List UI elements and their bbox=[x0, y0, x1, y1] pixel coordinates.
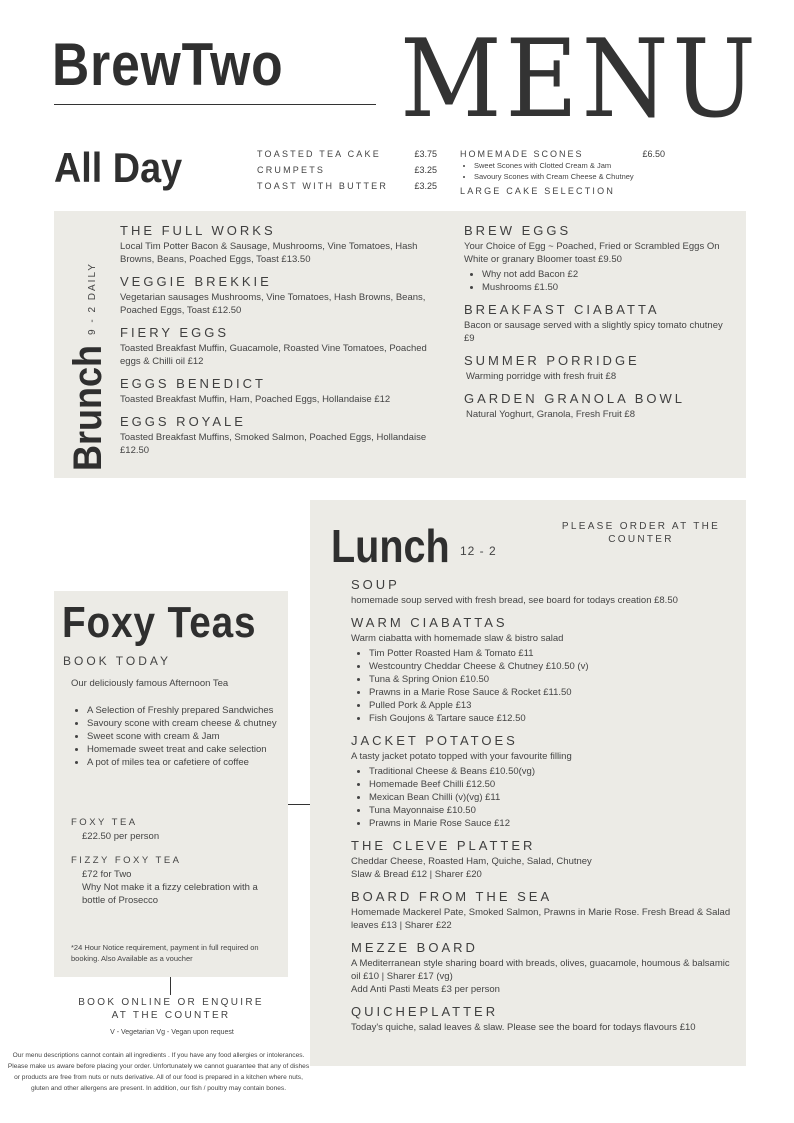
menu-item: VEGGIE BREKKIE Vegetarian sausages Mushrooms, Vine Tomatoes, Hash Browns, Beans, Poached Eggs, Toast £12.50 bbox=[120, 274, 426, 316]
foxy-list: • A Selection of Freshly prepared Sandwiches • Savoury scone with cream cheese & chutney • Sweet scone with cream & Jam • Homemade sweet treat and cake selection • A pot of miles tea or cafetiere of coffee bbox=[71, 704, 279, 769]
foxy-content bbox=[71, 677, 279, 769]
all-day-item: CRUMPETS £3.25 bbox=[257, 165, 437, 175]
all-day-item: TOASTED TEA CAKE £3.75 bbox=[257, 149, 437, 159]
menu-item: QUICHEPLATTER Today's quiche, salad leaves & slaw. Please see the board for todays flavours £10 bbox=[351, 1004, 696, 1033]
lunch-title: Lunch bbox=[331, 520, 450, 572]
menu-item: SUMMER PORRIDGE Warming porridge with fresh fruit £8 bbox=[464, 353, 640, 382]
allergy-notice: Our menu descriptions cannot contain all ingredients . If you have any food allergies or intolerances. Please make us aware before placing your order. Unfortunately we cannot guarantee that any of dishes or products are free from nuts or nuts derivative. All of our food is prepared in a kitchen where nuts, gluten and other allergens are present. In addition, our fish / poultry may contain bones. bbox=[7, 1052, 310, 1092]
foxy-tea-block: FOXY TEA £22.50 per person bbox=[71, 817, 160, 842]
menu-item: EGGS BENEDICT Toasted Breakfast Muffin, Ham, Poached Eggs, Hollandaise £12 bbox=[120, 376, 391, 405]
order-note: PLEASE ORDER AT THE COUNTER bbox=[561, 521, 721, 545]
menu-item: GARDEN GRANOLA BOWL Natural Yoghurt, Granola, Fresh Fruit £8 bbox=[464, 391, 685, 420]
all-day-items bbox=[257, 149, 437, 197]
foxy-intro: Our deliciously famous Afternoon Tea bbox=[71, 678, 229, 689]
menu-item: JACKET POTATOES A tasty jacket potato topped with your favourite filling • Traditional Cheese & Beans £10.50(vg) • Homemade Beef Chilli £12.50 • Mexican Bean Chilli (v)(vg) £11 • Tuna Mayonnaise £10.50 • Prawns in Marie Rose Sauce £12 bbox=[351, 733, 731, 830]
brand-title: BrewTwo bbox=[52, 31, 284, 98]
brunch-panel bbox=[54, 211, 746, 478]
menu-item: THE FULL WORKS Local Tim Potter Bacon & Sausage, Mushrooms, Vine Tomatoes, Hash Browns, Beans, Poached Eggs, Toast £13.50 bbox=[120, 223, 418, 265]
brew-eggs-extras: • Why not add Bacon £2 • Mushrooms £1.50 bbox=[464, 268, 729, 294]
all-day-title: All Day bbox=[54, 144, 183, 191]
foxy-connector bbox=[170, 977, 171, 995]
header-rule bbox=[54, 104, 376, 105]
brunch-title: Brunch bbox=[66, 345, 110, 471]
menu-item: SOUP homemade soup served with fresh bread, see board for todays creation £8.50 bbox=[351, 577, 678, 606]
foxy-teas-panel bbox=[54, 591, 288, 977]
menu-item: MEZZE BOARD A Mediterranean style sharing board with breads, olives, guacamole, houmous & balsamic oil £10 | Sharer £17 (vg) Add Anti Pasti Meats £3 per person bbox=[351, 940, 730, 995]
menu-item: FIERY EGGS Toasted Breakfast Muffin, Guacamole, Roasted Vine Tomatoes, Poached eggs & Chilli oil £12 bbox=[120, 325, 427, 367]
lunch-items bbox=[351, 577, 731, 1042]
book-online-note: BOOK ONLINE OR ENQUIRE AT THE COUNTER bbox=[78, 997, 264, 1021]
menu-item: BOARD FROM THE SEA Homemade Mackerel Pate, Smoked Salmon, Prawns in Marie Rose. Fresh Bread & Salad leaves £13 | Sharer £22 bbox=[351, 889, 731, 931]
ciabatta-list: • Tim Potter Roasted Ham & Tomato £11 • Westcountry Cheddar Cheese & Chutney £10.50 (v) • Tuna & Spring Onion £10.50 • Prawns in a Marie Rose Sauce & Rocket £11.50 • Pulled Pork & Apple £13 • Fish Goujons & Tartare sauce £12.50 bbox=[351, 647, 731, 725]
lunch-panel bbox=[310, 500, 746, 1066]
brunch-hours: 9 - 2 DAILY bbox=[87, 262, 98, 335]
menu-title: MENU bbox=[400, 17, 760, 142]
scones-block bbox=[460, 149, 665, 196]
dietary-key: V - Vegetarian Vg - Vegan upon request bbox=[110, 1029, 234, 1036]
menu-item: BREAKFAST CIABATTA Bacon or sausage served with a slightly spicy tomato chutney £9 bbox=[464, 302, 723, 344]
brunch-left-column bbox=[120, 223, 440, 465]
connector-line bbox=[288, 804, 310, 805]
brunch-right-column bbox=[464, 223, 729, 429]
menu-item: THE CLEVE PLATTER Cheddar Cheese, Roasted Ham, Quiche, Salad, Chutney Slaw & Bread £12 | Sharer £20 bbox=[351, 838, 592, 880]
menu-item: EGGS ROYALE Toasted Breakfast Muffins, Smoked Salmon, Poached Eggs, Hollandaise £12.50 bbox=[120, 414, 427, 456]
fizzy-foxy-block: FIZZY FOXY TEA £72 for Two Why Not make it a fizzy celebration with a bottle of Prosecco bbox=[71, 855, 258, 906]
menu-item: BREW EGGS Your Choice of Egg ~ Poached, Fried or Scrambled Eggs On White or granary Bloomer toast £9.50 • Why not add Bacon £2 • Mushrooms £1.50 bbox=[464, 223, 729, 294]
menu-item: WARM CIABATTAS Warm ciabatta with homemade slaw & bistro salad • Tim Potter Roasted Ham & Tomato £11 • Westcountry Cheddar Cheese & Chutney £10.50 (v) • Tuna & Spring Onion £10.50 • Prawns in a Marie Rose Sauce & Rocket £11.50 • Pulled Pork & Apple £13 • Fish Goujons & Tartare sauce £12.50 bbox=[351, 615, 731, 725]
cake-selection: LARGE CAKE SELECTION bbox=[460, 186, 616, 196]
lunch-hours: 12 - 2 bbox=[460, 544, 497, 558]
foxy-title: Foxy Teas bbox=[62, 598, 257, 647]
all-day-item: TOAST WITH BUTTER £3.25 bbox=[257, 181, 437, 191]
foxy-notice: *24 Hour Notice requirement, payment in full required on booking. Also Available as a voucher bbox=[71, 943, 259, 963]
book-today: BOOK TODAY bbox=[63, 654, 172, 668]
scones-header: HOMEMADE SCONES £6.50 bbox=[460, 149, 665, 159]
jacket-list: • Traditional Cheese & Beans £10.50(vg) • Homemade Beef Chilli £12.50 • Mexican Bean Chilli (v)(vg) £11 • Tuna Mayonnaise £10.50 • Prawns in Marie Rose Sauce £12 bbox=[351, 765, 731, 830]
scones-list: • Sweet Scones with Clotted Cream & Jam • Savoury Scones with Cream Cheese & Chutney bbox=[460, 160, 665, 182]
